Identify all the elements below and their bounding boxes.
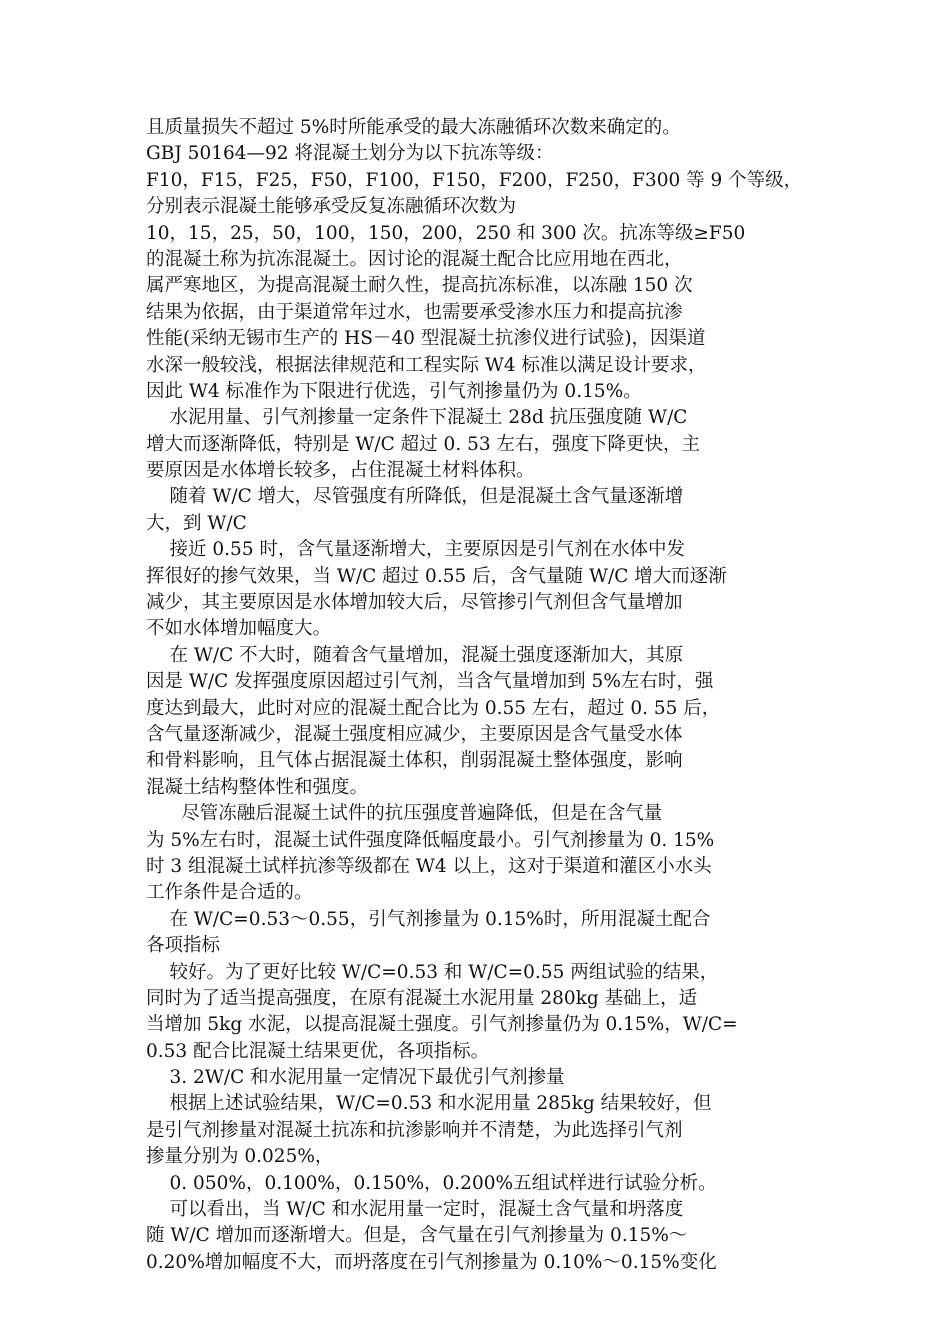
text-line: 当增加 5kg 水泥，以提高混凝土强度。引气剂掺量仍为 0.15%，W/C= [146, 1014, 738, 1036]
text-line: 属严寒地区，为提高混凝土耐久性，提高抗冻标准，以冻融 150 次 [146, 275, 693, 297]
text-line: GBJ 50164—92 将混凝土划分为以下抗冻等级： [146, 143, 554, 165]
text-line: 且质量损失不超过 5%时所能承受的最大冻融循环次数来确定的。 [146, 117, 681, 138]
text-line: F10，F15，F25，F50，F100，F150，F200，F250，F300 等 9 个等级， [146, 169, 803, 191]
text-line: 因是 W/C 发挥强度原因超过引气剂，当含气量增加到 5%左右时，强 [146, 671, 714, 693]
text-line: 随 W/C 增加而逐渐增大。但是，含气量在引气剂掺量为 0.15%～ [146, 1225, 688, 1247]
text-line: 度达到最大，此时对应的混凝土配合比为 0.55 左右，超过 0. 55 后， [146, 697, 721, 719]
text-line: 不如水体增加幅度大。 [146, 618, 332, 640]
text-line: 在 W/C 不大时，随着含气量增加，混凝土强度逐渐加大，其原 [146, 644, 684, 666]
text-line: 工作条件是合适的。 [146, 882, 313, 904]
text-line: 同时为了适当提高强度，在原有混凝土水泥用量 280kg 基础上，适 [146, 987, 698, 1009]
text-line: 要原因是水体增长较多，占住混凝土材料体积。 [146, 460, 535, 482]
text-line: 接近 0.55 时，含气量逐渐增大，主要原因是引气剂在水体中发 [146, 539, 685, 561]
text-line: 较好。为了更好比较 W/C=0.53 和 W/C=0.55 两组试验的结果， [146, 961, 719, 983]
text-line: 水泥用量、引气剂掺量一定条件下混凝土 28d 抗压强度随 W/C [146, 407, 688, 429]
text-line: 因此 W4 标准作为下限进行优选，引气剂掺量仍为 0.15%。 [146, 380, 642, 402]
text-line: 0.53 配合比混凝土结果更优，各项指标。 [146, 1040, 490, 1062]
text-line: 大，到 W/C [146, 512, 247, 534]
text-line: 性能(采纳无锡市生产的 HS－40 型混凝土抗渗仪进行试验)，因渠道 [146, 328, 706, 350]
text-line: 挥很好的掺气效果，当 W/C 超过 0.55 后，含气量随 W/C 增大而逐渐 [146, 565, 727, 587]
text-line: 结果为依据，由于渠道常年过水，也需要承受渗水压力和提高抗渗 [146, 301, 683, 323]
text-line: 为 5%左右时，混凝土试件强度降低幅度最小。引气剂掺量为 0. 15% [146, 829, 715, 851]
text-line: 减少，其主要原因是水体增加较大后，尽管掺引气剂但含气量增加 [146, 592, 683, 614]
text-line: 时 3 组混凝土试样抗渗等级都在 W4 以上，这对于渠道和灌区小水头 [146, 855, 712, 877]
text-line: 10，15，25，50，100，150，200，250 和 300 次。抗冻等级≥F50 [146, 222, 746, 244]
text-line: 在 W/C=0.53～0.55，引气剂掺量为 0.15%时，所用混凝土配合 [146, 908, 711, 930]
text-line: 水深一般较浅，根据法律规范和工程实际 W4 标准以满足设计要求， [146, 354, 707, 376]
text-line: 随着 W/C 增大，尽管强度有所降低，但是混凝土含气量逐渐增 [146, 486, 684, 508]
text-line: 0.20%增加幅度不大，而坍落度在引气剂掺量为 0.10%～0.15%变化 [146, 1251, 717, 1273]
text-line: 0. 050%，0.100%，0.150%，0.200%五组试样进行试验分析。 [146, 1172, 717, 1194]
text-line: 是引气剂掺量对混凝土抗冻和抗渗影响并不清楚，为此选择引气剂 [146, 1119, 683, 1141]
text-line: 增大而逐渐降低，特别是 W/C 超过 0. 53 左右，强度下降更快，主 [146, 433, 700, 455]
text-line: 根据上述试验结果，W/C=0.53 和水泥用量 285kg 结果较好，但 [146, 1093, 712, 1115]
text-line: 含气量逐渐减少，混凝土强度相应减少，主要原因是含气量受水体 [146, 723, 683, 745]
text-line: 的混凝土称为抗冻混凝土。因讨论的混凝土配合比应用地在西北， [146, 248, 683, 270]
text-line: 尽管冻融后混凝土试件的抗压强度普遍降低，但是在含气量 [146, 803, 663, 825]
text-line: 和骨料影响，且气体占据混凝土体积，削弱混凝土整体强度，影响 [146, 750, 683, 772]
section-heading: 3. 2W/C 和水泥用量一定情况下最优引气剂掺量 [146, 1067, 565, 1089]
text-line: 分别表示混凝土能够承受反复冻融循环次数为 [146, 196, 517, 218]
document-body [146, 115, 818, 1276]
text-line: 各项指标 [146, 935, 221, 957]
text-line: 混凝土结构整体性和强度。 [146, 776, 369, 798]
text-line: 可以看出，当 W/C 和水泥用量一定时，混凝土含气量和坍落度 [146, 1199, 684, 1221]
text-line: 掺量分别为 0.025%， [146, 1146, 334, 1168]
